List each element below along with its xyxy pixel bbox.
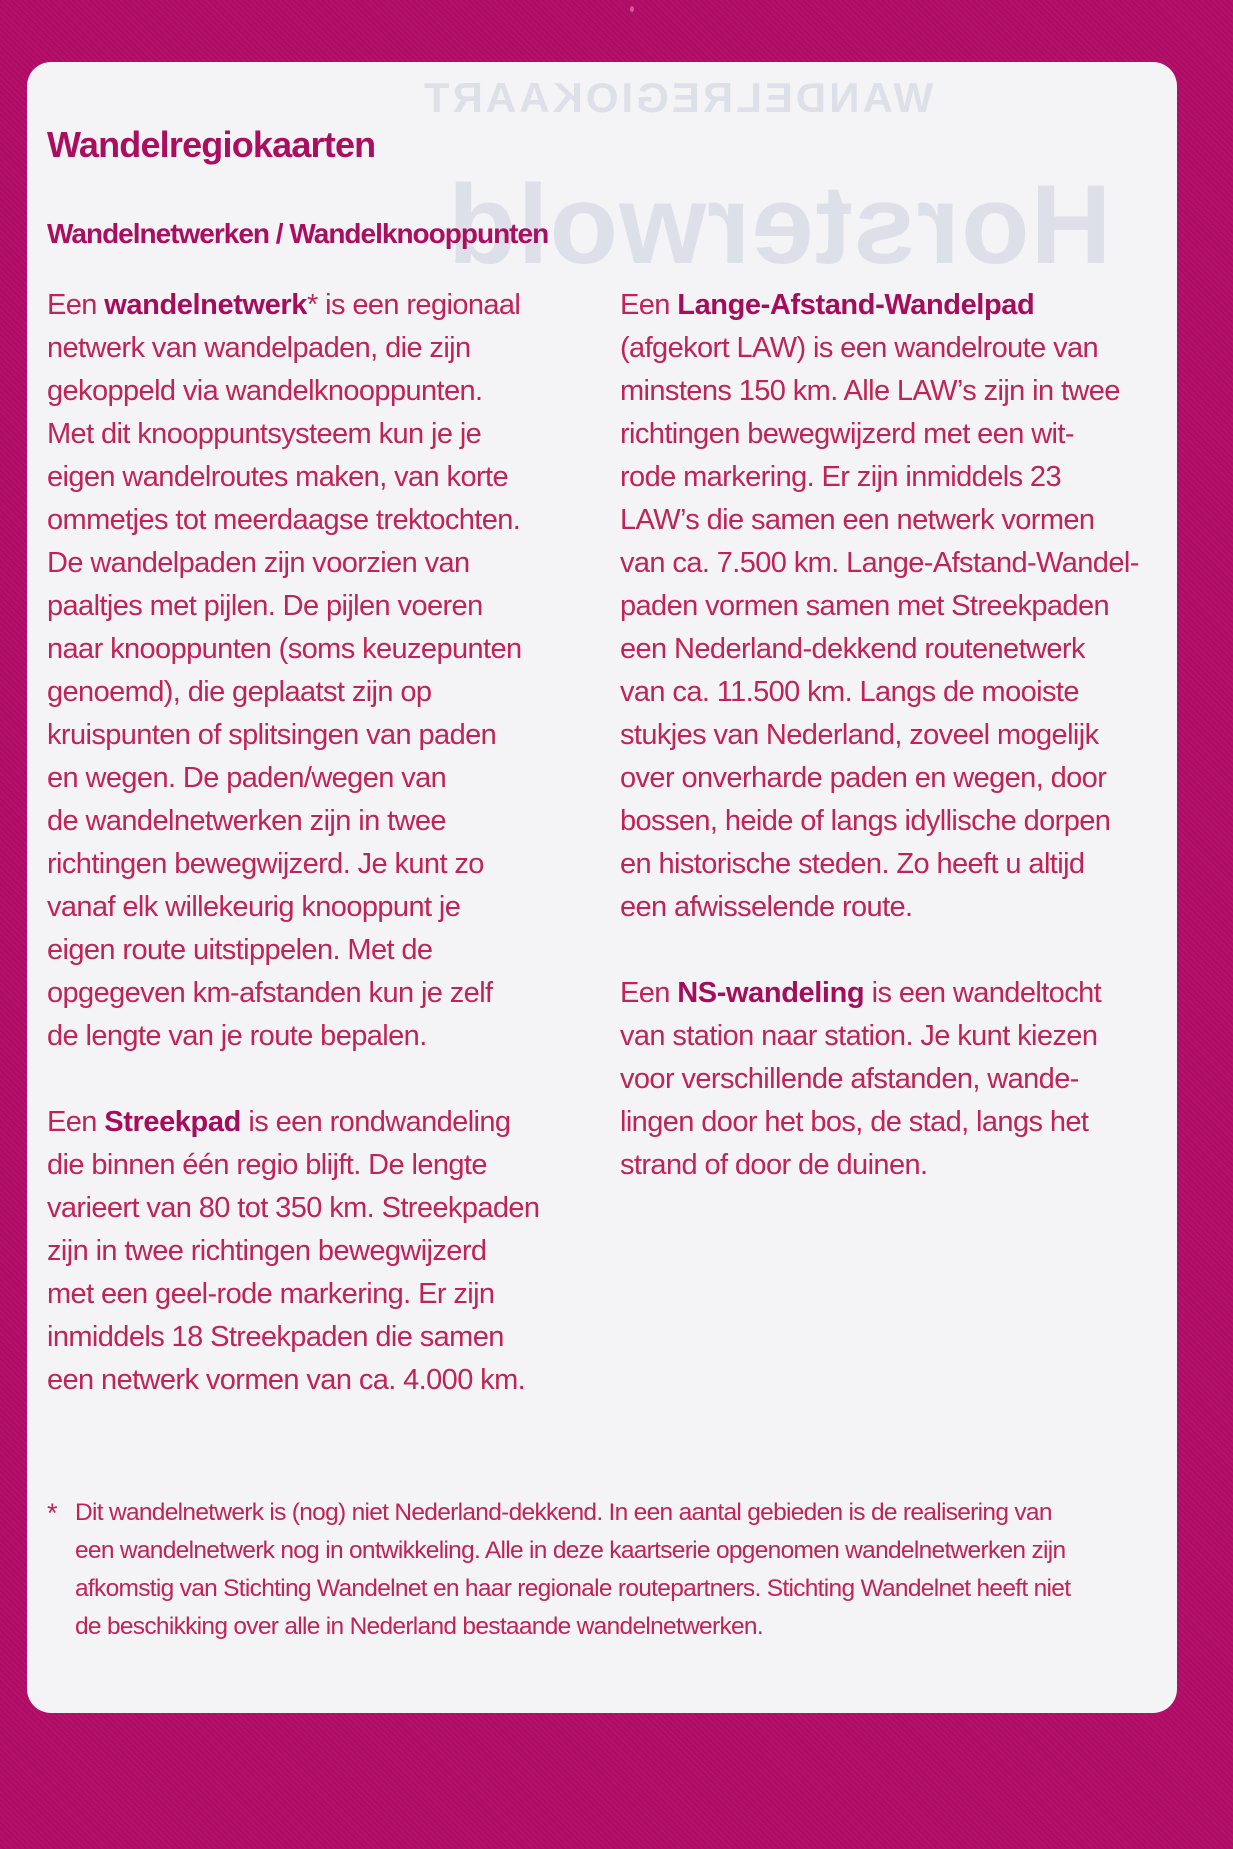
paragraph bbox=[47, 284, 537, 1058]
text-line: eigen wandelroutes maken, van korte bbox=[47, 461, 509, 493]
text-line: Een wandelnetwerk* is een regionaal bbox=[47, 289, 521, 321]
footnote-line: de beschikking over alle in Nederland bestaande wandelnetwerken. bbox=[75, 1613, 763, 1640]
info-card bbox=[27, 62, 1177, 1713]
footnote-line: afkomstig van Stichting Wandelnet en haar regionale routepartners. Stichting Wandelnet heeft niet bbox=[75, 1575, 1071, 1602]
text-line: varieert van 80 tot 350 km. Streekpaden bbox=[47, 1192, 540, 1224]
text-line: zijn in twee richtingen bewegwijzerd bbox=[47, 1235, 487, 1267]
text-line: van ca. 11.500 km. Langs de mooiste bbox=[620, 676, 1079, 708]
text-line: rode markering. Er zijn inmiddels 23 bbox=[620, 461, 1061, 493]
text-line: een afwisselende route. bbox=[620, 891, 913, 923]
paragraph bbox=[620, 972, 1157, 1187]
text-line: gekoppeld via wandelknooppunten. bbox=[47, 375, 483, 407]
text-line: en historische steden. Zo heeft u altijd bbox=[620, 848, 1085, 880]
text-line: genoemd), die geplaatst zijn op bbox=[47, 676, 432, 708]
page-title: Wandelregiokaarten bbox=[47, 124, 376, 165]
showthrough-text-top: WANDELREGIOKAART bbox=[420, 74, 934, 121]
text-line: Een Lange-Afstand-Wandelpad bbox=[620, 289, 1035, 321]
text-line: voor verschillende afstanden, wande- bbox=[620, 1063, 1079, 1095]
right-text-column bbox=[620, 284, 1157, 1187]
text-line: over onverharde paden en wegen, door bbox=[620, 762, 1107, 794]
text-line: en wegen. De paden/wegen van bbox=[47, 762, 447, 794]
text-line: (afgekort LAW) is een wandelroute van bbox=[620, 332, 1099, 364]
text-line: eigen route uitstippelen. Met de bbox=[47, 934, 433, 966]
footnote-line: een wandelnetwerk nog in ontwikkeling. Alle in deze kaartserie opgenomen wandelnetwerken zijn bbox=[75, 1537, 1066, 1564]
text-line: richtingen bewegwijzerd met een wit- bbox=[620, 418, 1074, 450]
text-line: de lengte van je route bepalen. bbox=[47, 1020, 427, 1052]
text-line: Een NS-wandeling is een wandeltocht bbox=[620, 977, 1102, 1009]
left-text-column bbox=[47, 284, 540, 1402]
text-line: stukjes van Nederland, zoveel mogelijk bbox=[620, 719, 1099, 751]
showthrough-text-title: Horsterwold bbox=[447, 162, 1112, 287]
text-line: bossen, heide of langs idyllische dorpen bbox=[620, 805, 1111, 837]
footnote-reference-asterisk: * bbox=[306, 289, 318, 321]
text-line: inmiddels 18 Streekpaden die samen bbox=[47, 1321, 504, 1353]
print-speck bbox=[630, 6, 634, 12]
text-line: Met dit knooppuntsysteem kun je je bbox=[47, 418, 482, 450]
text-line: opgegeven km-afstanden kun je zelf bbox=[47, 977, 493, 1009]
text-line: minstens 150 km. Alle LAW’s zijn in twee bbox=[620, 375, 1120, 407]
paragraph bbox=[620, 284, 1157, 929]
footnote-marker: * bbox=[47, 1498, 57, 1528]
text-line: richtingen bewegwijzerd. Je kunt zo bbox=[47, 848, 484, 880]
text-line: met een geel-rode markering. Er zijn bbox=[47, 1278, 495, 1310]
paragraph bbox=[47, 1101, 540, 1402]
footnote-text bbox=[75, 1494, 1159, 1646]
text-line: een Nederland-dekkend routenetwerk bbox=[620, 633, 1085, 665]
text-line: de wandelnetwerken zijn in twee bbox=[47, 805, 446, 837]
text-line: lingen door het bos, de stad, langs het bbox=[620, 1106, 1089, 1138]
text-line: LAW’s die samen een netwerk vormen bbox=[620, 504, 1095, 536]
section-subtitle: Wandelnetwerken / Wandelknooppunten bbox=[47, 218, 549, 249]
footnote-line: Dit wandelnetwerk is (nog) niet Nederland-dekkend. In een aantal gebieden is de realisering van bbox=[75, 1499, 1052, 1526]
text-line: vanaf elk willekeurig knooppunt je bbox=[47, 891, 461, 923]
text-line: paden vormen samen met Streekpaden bbox=[620, 590, 1110, 622]
text-line: kruispunten of splitsingen van paden bbox=[47, 719, 497, 751]
text-line: naar knooppunten (soms keuzepunten bbox=[47, 633, 522, 665]
text-line: ommetjes tot meerdaagse trektochten. bbox=[47, 504, 521, 536]
text-line: paaltjes met pijlen. De pijlen voeren bbox=[47, 590, 483, 622]
text-line: De wandelpaden zijn voorzien van bbox=[47, 547, 470, 579]
footnote bbox=[47, 1494, 1159, 1646]
text-line: Een Streekpad is een rondwandeling bbox=[47, 1106, 511, 1138]
text-line: een netwerk vormen van ca. 4.000 km. bbox=[47, 1364, 526, 1396]
text-line: van ca. 7.500 km. Lange-Afstand-Wandel- bbox=[620, 547, 1139, 579]
text-line: van station naar station. Je kunt kiezen bbox=[620, 1020, 1098, 1052]
text-line: netwerk van wandelpaden, die zijn bbox=[47, 332, 471, 364]
text-line: strand of door de duinen. bbox=[620, 1149, 928, 1181]
text-line: die binnen één regio blijft. De lengte bbox=[47, 1149, 487, 1181]
